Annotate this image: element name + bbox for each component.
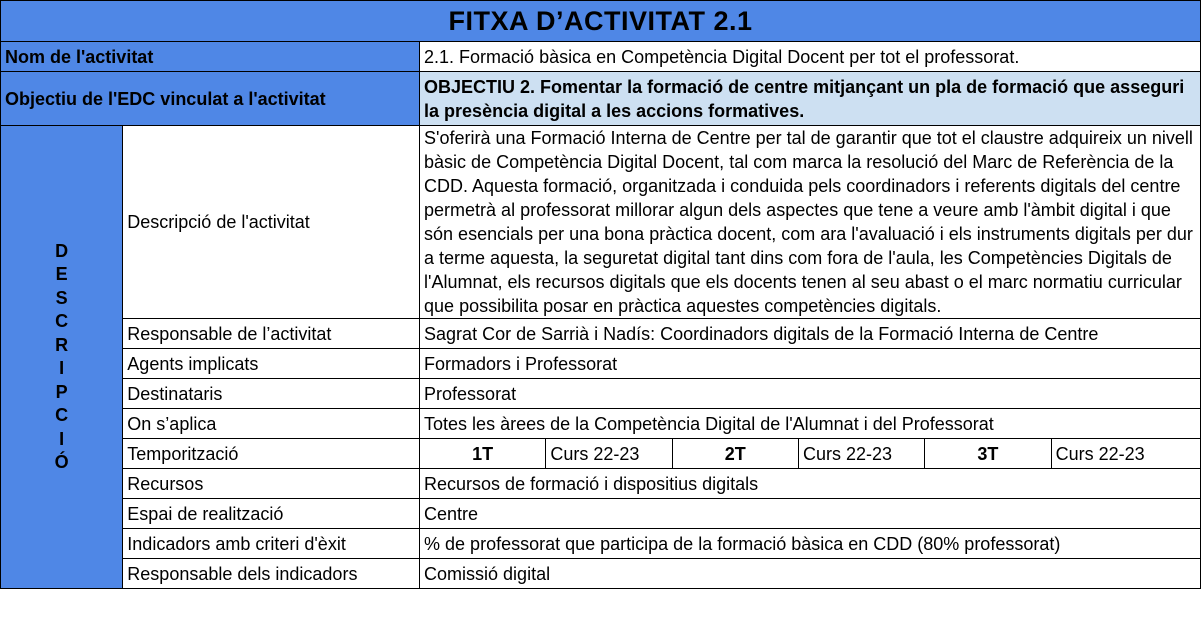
objective-value: OBJECTIU 2. Fomentar la formació de centre mitjançant un pla de formació que asseguri la presència digital a les accions formatives. (420, 72, 1201, 126)
indicators-responsible-value: Comissió digital (420, 559, 1201, 589)
side-letter: P (55, 381, 68, 402)
term-1-course: Curs 22-23 (546, 439, 672, 469)
location-value: Centre (420, 499, 1201, 529)
side-letter: I (59, 428, 65, 449)
timing-label: Temporització (123, 439, 420, 469)
indicators-value: % de professorat que participa de la formació bàsica en CDD (80% professorat) (420, 529, 1201, 559)
recipients-value: Professorat (420, 379, 1201, 409)
description-value: S'oferirà una Formació Interna de Centre per tal de garantir que tot el claustre adquireix un nivell bàsic de Competència Digital Docent, tal com marca la resolució del Marc de Referència de la CDD. Aquesta formació, organitzada i conduida pels coordinadors i referents digitals del centre permetrà al professorat millorar algun dels aspectes que tene a veure amb l'àmbit digital i que són esencials per una bona pràctica docent, com ara l'avaluació i els instruments digitals per dur a terme aquesta, la seguretat digital tant dins com fora de l'aula, les Competències Digitals de l'Alumnat, els recursos digitals que els docents tenen al seu abast o el marc normatiu curricular que possibilita posar en pràctica aquestes competències digitals. (420, 126, 1201, 319)
agents-value: Formadors i Professorat (420, 349, 1201, 379)
term-1: 1T (420, 439, 546, 469)
description-label: Descripció de l'activitat (123, 126, 420, 319)
term-3-course: Curs 22-23 (1051, 439, 1200, 469)
scope-value: Totes les àrees de la Competència Digital de l'Alumnat i del Professorat (420, 409, 1201, 439)
scope-label: On s’aplica (123, 409, 420, 439)
side-letter: Ó (54, 452, 69, 472)
side-letter: E (55, 264, 68, 284)
indicators-label: Indicadors amb criteri d'èxit (123, 529, 420, 559)
indicators-responsible-label: Responsable dels indicadors (123, 559, 420, 589)
activity-name-label: Nom de l'activitat (1, 42, 420, 72)
sheet-title: FITXA D’ACTIVITAT 2.1 (1, 1, 1201, 42)
responsible-label: Responsable de l’activitat (123, 319, 420, 349)
resources-value: Recursos de formació i dispositius digitals (420, 469, 1201, 499)
side-letter: S (55, 287, 68, 308)
activity-name-value: 2.1. Formació bàsica en Competència Digital Docent per tot el professorat. (420, 42, 1201, 72)
side-letter: D (55, 240, 69, 261)
objective-label: Objectiu de l'EDC vinculat a l'activitat (1, 72, 420, 126)
term-3: 3T (925, 439, 1051, 469)
side-letter: R (55, 334, 69, 355)
term-2: 2T (672, 439, 798, 469)
side-letter: C (55, 405, 69, 425)
responsible-value: Sagrat Cor de Sarrià i Nadís: Coordinadors digitals de la Formació Interna de Centre (420, 319, 1201, 349)
agents-label: Agents implicats (123, 349, 420, 379)
location-label: Espai de realització (123, 499, 420, 529)
side-letter: C (55, 311, 69, 331)
term-2-course: Curs 22-23 (798, 439, 924, 469)
resources-label: Recursos (123, 469, 420, 499)
description-side-label (1, 126, 123, 589)
side-letter: I (59, 358, 65, 378)
recipients-label: Destinataris (123, 379, 420, 409)
